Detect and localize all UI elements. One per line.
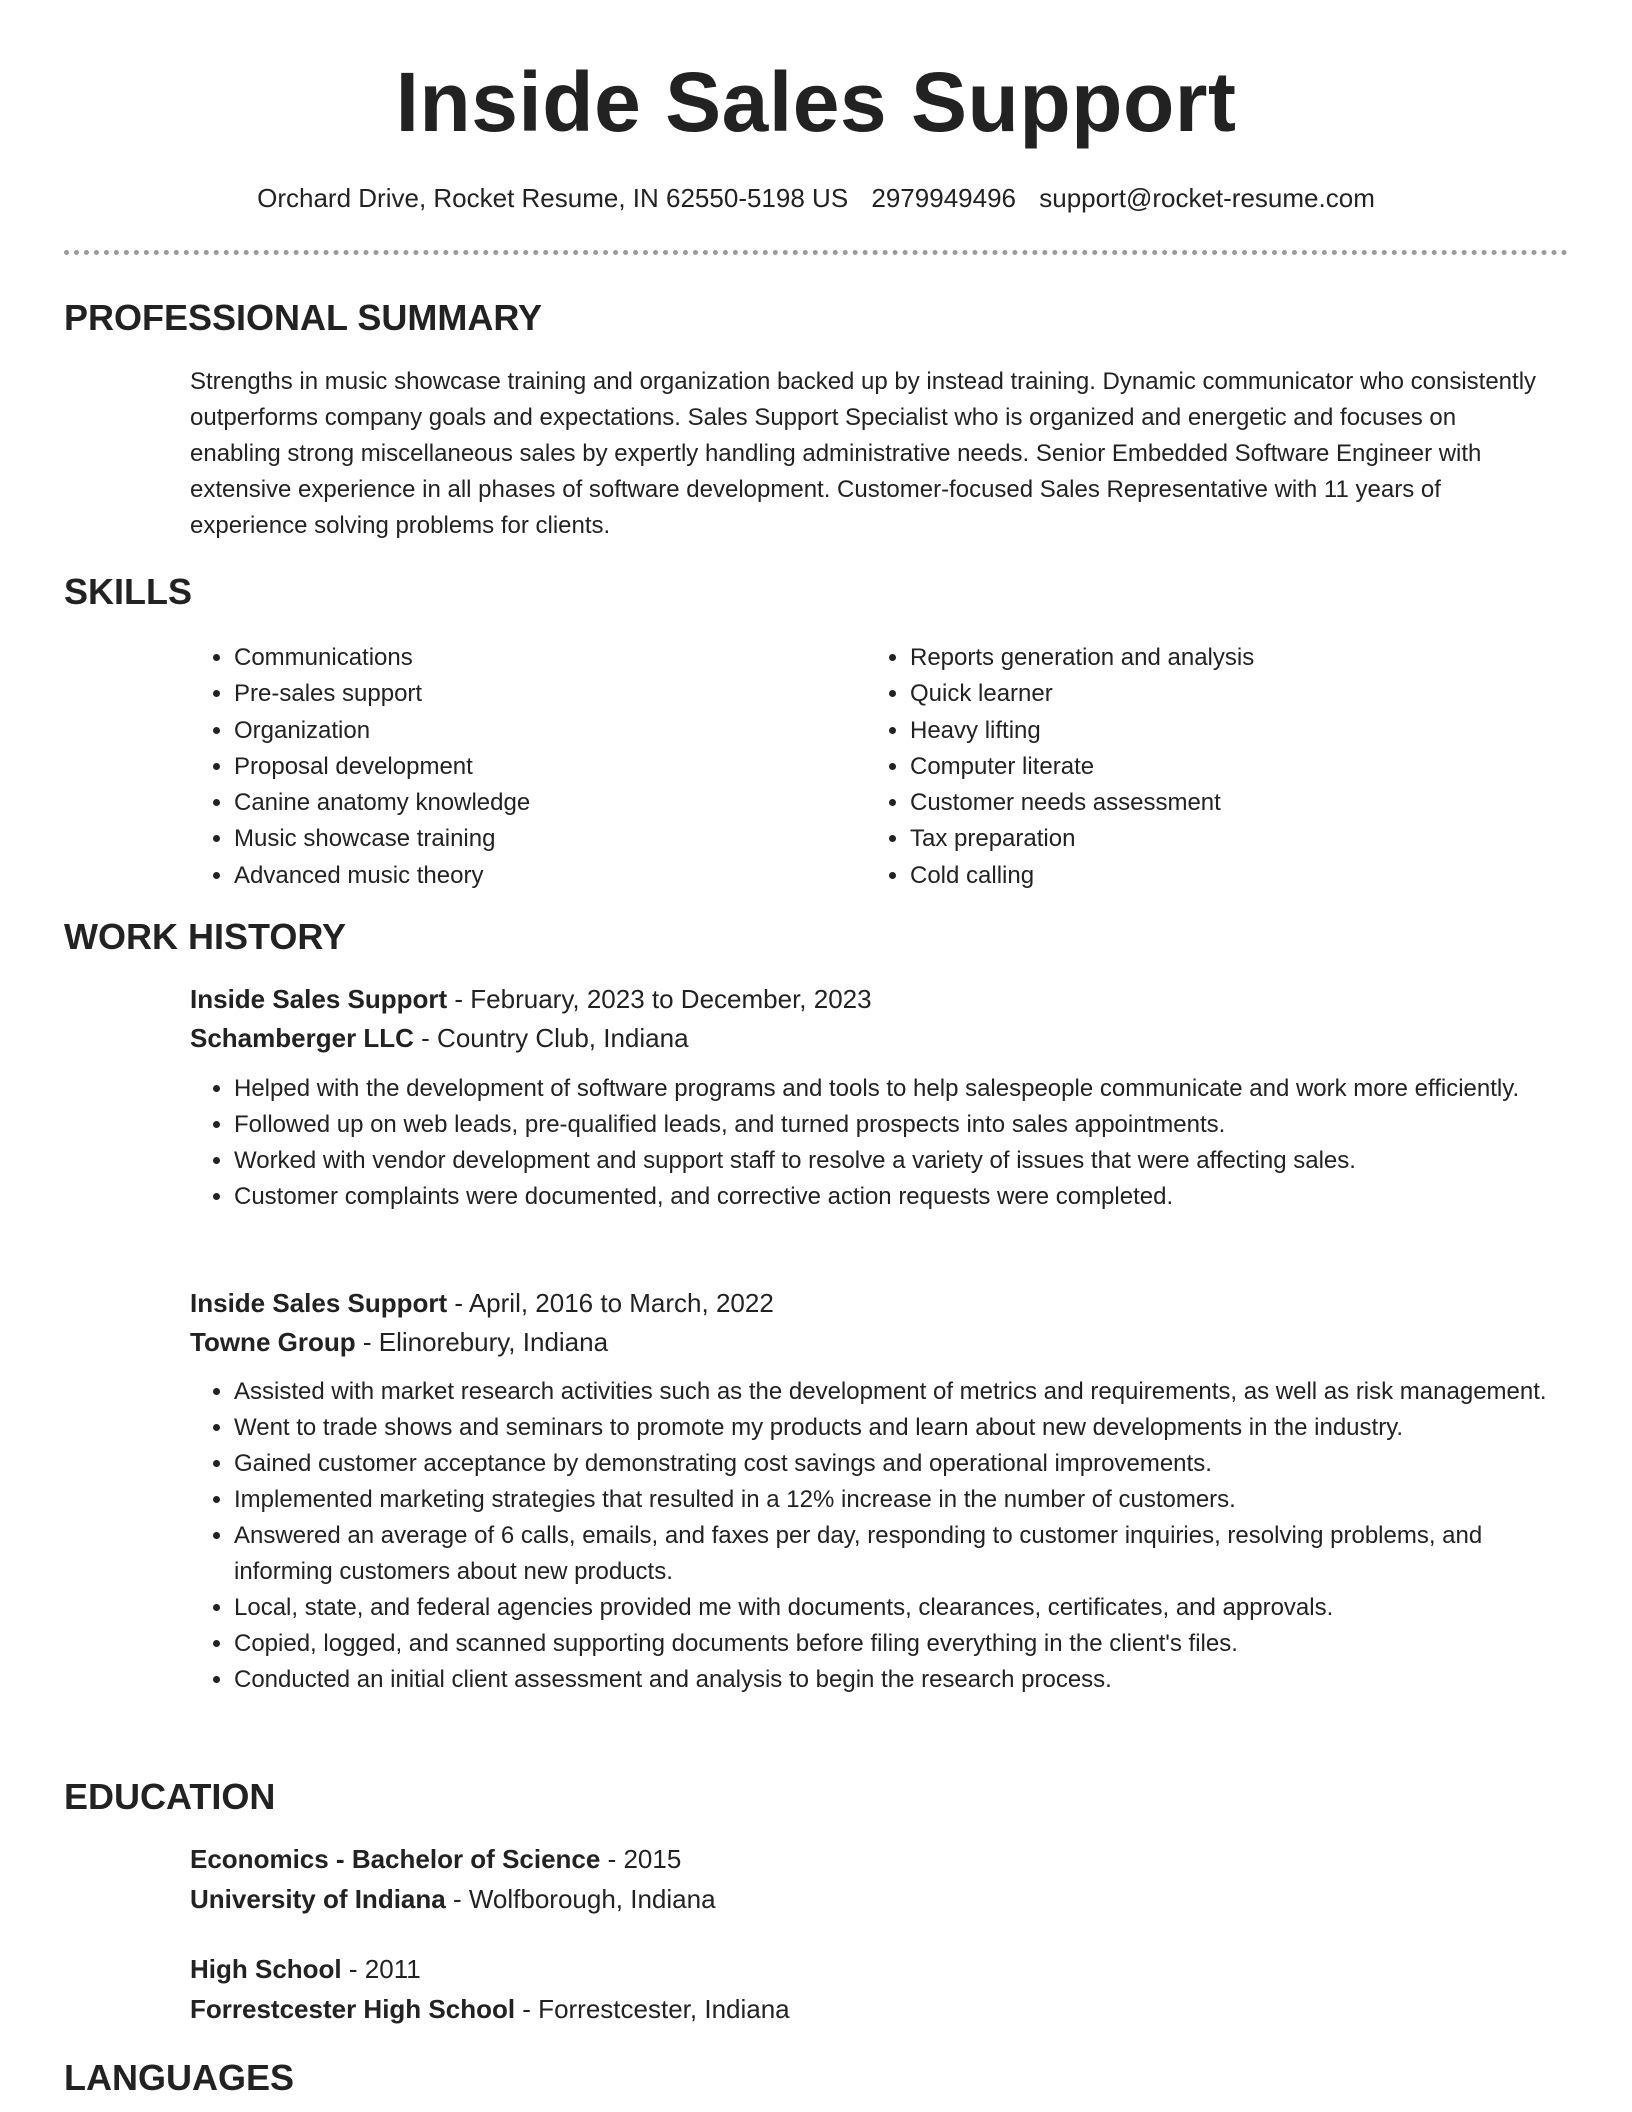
job-bullet: • Followed up on web leads, pre-qualified leads, and turned prospects into sales appointments. [234, 1107, 1550, 1143]
job-title-line [190, 1284, 774, 1322]
contact-email: support@rocket-resume.com [1039, 183, 1375, 213]
skill-item: • Heavy lifting [910, 713, 1506, 749]
job-bullet: • Answered an average of 6 calls, emails, and faxes per day, responding to customer inquiries, resolving problems, and informing customers about new products. [234, 1518, 1550, 1590]
job-company: Towne Group [190, 1327, 356, 1357]
skills-heading: SKILLS [64, 571, 193, 612]
skill-item: • Music showcase training [234, 821, 830, 857]
education-school: University of Indiana [190, 1884, 446, 1914]
job-bullet: • Copied, logged, and scanned supporting documents before filing everything in the client's files. [234, 1626, 1550, 1662]
skills-list-right [866, 640, 1506, 894]
skill-item: • Organization [234, 713, 830, 749]
job-bullet: • Went to trade shows and seminars to promote my products and learn about new developments in the industry. [234, 1410, 1550, 1446]
job-bullet: • Assisted with market research activities such as the development of metrics and requirements, as well as risk management. [234, 1374, 1550, 1410]
job-bullet: • Implemented marketing strategies that resulted in a 12% increase in the number of customers. [234, 1482, 1550, 1518]
job-bullets [190, 1374, 1550, 1698]
education-heading: EDUCATION [64, 1776, 276, 1817]
skill-item: • Canine anatomy knowledge [234, 785, 830, 821]
skill-item: • Computer literate [910, 749, 1506, 785]
education-location: - Wolfborough, Indiana [445, 1884, 716, 1914]
job-role: Inside Sales Support [190, 984, 448, 1014]
education-year: - 2015 [600, 1844, 682, 1874]
job-dates: - April, 2016 to March, 2022 [447, 1288, 774, 1318]
job-bullets [190, 1071, 1550, 1215]
skill-item: • Proposal development [234, 749, 830, 785]
education-school-line [190, 1990, 790, 2028]
education-degree: Economics - Bachelor of Science [190, 1844, 601, 1874]
contact-line [0, 180, 1632, 216]
job-bullet: • Worked with vendor development and support staff to resolve a variety of issues that were affecting sales. [234, 1143, 1550, 1179]
education-year: - 2011 [341, 1954, 421, 1984]
contact-phone: 2979949496 [871, 183, 1016, 213]
skill-item: • Quick learner [910, 676, 1506, 712]
header-divider [64, 250, 1568, 255]
job-bullet: • Gained customer acceptance by demonstrating cost savings and operational improvements. [234, 1446, 1550, 1482]
job-bullet: • Helped with the development of software programs and tools to help salespeople communicate and work more efficiently. [234, 1071, 1550, 1107]
work-history-heading: WORK HISTORY [64, 916, 347, 957]
skill-item: • Customer needs assessment [910, 785, 1506, 821]
job-role: Inside Sales Support [190, 1288, 448, 1318]
job-title-line [190, 980, 872, 1018]
job-bullet: • Local, state, and federal agencies provided me with documents, clearances, certificates, and approvals. [234, 1590, 1550, 1626]
job-dates: - February, 2023 to December, 2023 [447, 984, 872, 1014]
education-degree: High School [190, 1954, 342, 1984]
education-school-line [190, 1880, 716, 1918]
skill-item: • Communications [234, 640, 830, 676]
education-degree-line [190, 1840, 681, 1878]
job-company: Schamberger LLC [190, 1023, 414, 1053]
job-company-line [190, 1323, 608, 1361]
job-bullet: • Customer complaints were documented, and corrective action requests were completed. [234, 1179, 1550, 1215]
languages-heading: LANGUAGES [64, 2057, 295, 2098]
skill-item: • Advanced music theory [234, 858, 830, 894]
skill-item: • Tax preparation [910, 821, 1506, 857]
job-location: - Elinorebury, Indiana [355, 1327, 609, 1357]
skill-item: • Cold calling [910, 858, 1506, 894]
education-location: - Forrestcester, Indiana [515, 1994, 790, 2024]
education-school: Forrestcester High School [190, 1994, 516, 2024]
job-company-line [190, 1019, 689, 1057]
skill-item: • Reports generation and analysis [910, 640, 1506, 676]
education-degree-line [190, 1950, 421, 1988]
skills-list-left [190, 640, 830, 894]
candidate-name: Inside Sales Support [395, 55, 1237, 149]
job-bullet: • Conducted an initial client assessment and analysis to begin the research process. [234, 1662, 1550, 1698]
job-location: - Country Club, Indiana [413, 1023, 689, 1053]
skill-item: • Pre-sales support [234, 676, 830, 712]
summary-heading: PROFESSIONAL SUMMARY [64, 297, 543, 338]
summary-text: Strengths in music showcase training and organization backed up by instead training. Dynamic communicator who consistently outperforms company goals and expectations. Sales Support Specialist who is organized and energetic and focuses on enabling strong miscellaneous sales by expertly handling administrative needs. Senior Embedded Software Engineer with extensive experience in all phases of software development. Customer-focused Sales Representative with 11 years of experience solving problems for clients. [190, 368, 1537, 539]
contact-address: Orchard Drive, Rocket Resume, IN 62550-5198 US [257, 183, 849, 213]
